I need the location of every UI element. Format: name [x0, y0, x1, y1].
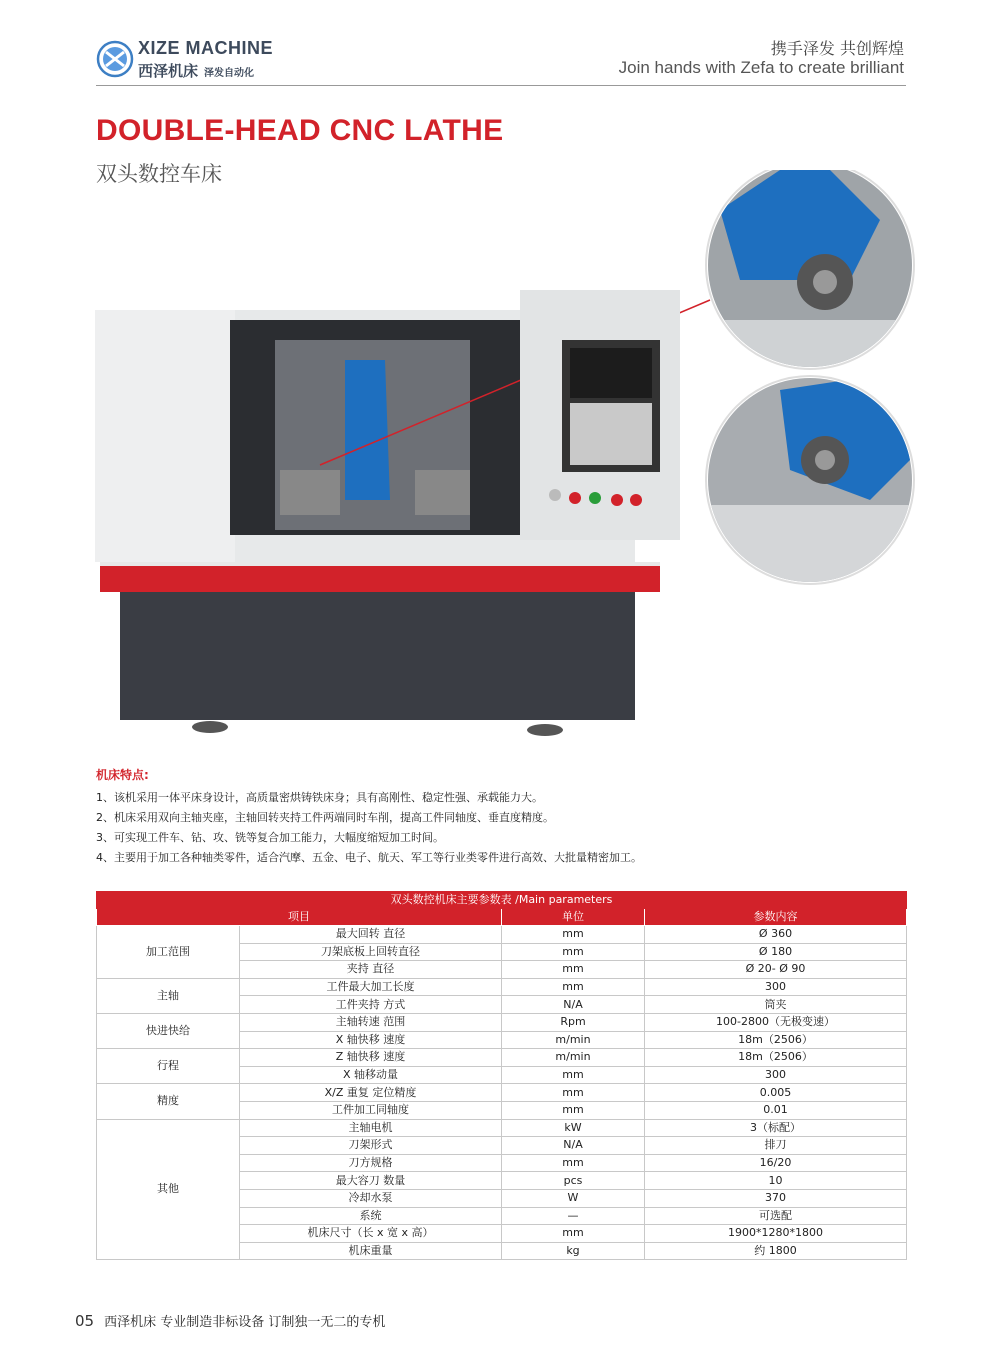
param-unit: mm	[502, 961, 645, 979]
param-unit: pcs	[502, 1172, 645, 1190]
param-value: 可选配	[645, 1207, 907, 1225]
page-footer	[75, 1311, 385, 1330]
feature-item: 2、机床采用双向主轴夹座，主轴回转夹持工件两端同时车削，提高工件同轴度、垂直度精度。	[96, 811, 554, 824]
param-unit: mm	[502, 943, 645, 961]
table-row	[97, 1084, 907, 1102]
header-item: 项目	[97, 909, 502, 926]
footer-text: 西泽机床 专业制造非标设备 订制独一无二的专机	[104, 1315, 386, 1330]
brand-tagline: 泽发自动化	[204, 68, 255, 79]
param-item: 最大容刀 数量	[240, 1172, 502, 1190]
param-item: Z 轴快移 速度	[240, 1049, 502, 1067]
brand-name-cn-text: 西泽机床	[138, 62, 199, 80]
header-value: 参数内容	[645, 909, 907, 926]
param-unit: mm	[502, 926, 645, 944]
feature-item: 4、主要用于加工各种轴类零件，适合汽摩、五金、电子、航天、军工等行业类零件进行高效、大批量精密加工。	[96, 851, 642, 864]
param-item: X 轴快移 速度	[240, 1031, 502, 1049]
param-unit: N/A	[502, 1137, 645, 1155]
param-item: 机床重量	[240, 1242, 502, 1260]
slogan-en: Join hands with Zefa to create brilliant	[618, 58, 904, 77]
detail-photo-bottom	[700, 370, 920, 595]
param-value: 300	[645, 978, 907, 996]
param-value: 370	[645, 1189, 907, 1207]
param-value: 排刀	[645, 1137, 907, 1155]
param-value: 0.005	[645, 1084, 907, 1102]
param-unit: —	[502, 1207, 645, 1225]
group-label: 加工范围	[97, 926, 240, 979]
params-caption: 双头数控机床主要参数表 /Main parameters	[97, 892, 907, 909]
param-unit: mm	[502, 978, 645, 996]
group-label: 快进快给	[97, 1013, 240, 1048]
feature-item: 1、该机采用一体平床身设计，高质量密烘铸铁床身；具有高刚性、稳定性强、承载能力大。	[96, 791, 543, 804]
param-item: 工件最大加工长度	[240, 978, 502, 996]
features-heading: 机床特点:	[96, 768, 149, 782]
param-unit: m/min	[502, 1049, 645, 1067]
param-unit: mm	[502, 1154, 645, 1172]
param-unit: mm	[502, 1084, 645, 1102]
param-item: 刀架形式	[240, 1137, 502, 1155]
param-unit: mm	[502, 1066, 645, 1084]
group-label: 主轴	[97, 978, 240, 1013]
param-value: Ø 180	[645, 943, 907, 961]
param-item: 最大回转 直径	[240, 926, 502, 944]
param-unit: m/min	[502, 1031, 645, 1049]
param-item: 主轴电机	[240, 1119, 502, 1137]
param-item: X/Z 重复 定位精度	[240, 1084, 502, 1102]
param-unit: mm	[502, 1225, 645, 1243]
param-item: 刀方规格	[240, 1154, 502, 1172]
detail-photo-top	[700, 170, 920, 370]
param-item: 冷却水泵	[240, 1189, 502, 1207]
param-value: 3（标配）	[645, 1119, 907, 1137]
param-item: 刀架底板上回转直径	[240, 943, 502, 961]
param-value: 100-2800（无极变速）	[645, 1013, 907, 1031]
machine-blue-guard	[345, 360, 390, 500]
page-number: 05	[75, 1312, 95, 1330]
brand-name-cn	[138, 60, 254, 81]
table-row	[97, 1013, 907, 1031]
param-unit: Rpm	[502, 1013, 645, 1031]
param-value: 0.01	[645, 1101, 907, 1119]
params-table	[96, 891, 907, 1260]
param-value: 16/20	[645, 1154, 907, 1172]
machine-base	[120, 590, 635, 720]
machine-red-band	[100, 562, 660, 592]
param-value: Ø 20- Ø 90	[645, 961, 907, 979]
product-title-en: DOUBLE-HEAD CNC LATHE	[96, 114, 504, 147]
group-label: 精度	[97, 1084, 240, 1119]
param-value: 约 1800	[645, 1242, 907, 1260]
brand-name-en: XIZE MACHINE	[138, 38, 274, 58]
param-value: 18m（2506）	[645, 1031, 907, 1049]
param-item: 主轴转速 范围	[240, 1013, 502, 1031]
brand-logo-icon	[96, 40, 134, 78]
param-unit: kW	[502, 1119, 645, 1137]
group-label: 其他	[97, 1119, 240, 1260]
param-item: X 轴移动量	[240, 1066, 502, 1084]
params-header-row	[97, 909, 907, 926]
table-row	[97, 978, 907, 996]
param-value: 筒夹	[645, 996, 907, 1014]
group-label: 行程	[97, 1049, 240, 1084]
param-item: 夹持 直径	[240, 961, 502, 979]
machine-photo	[90, 170, 920, 750]
param-item: 机床尺寸（长 x 宽 x 高）	[240, 1225, 502, 1243]
feature-item: 3、可实现工件车、钻、攻、铣等复合加工能力，大幅度缩短加工时间。	[96, 831, 444, 844]
slogan-cn: 携手泽发 共创辉煌	[770, 39, 904, 58]
param-value: 1900*1280*1800	[645, 1225, 907, 1243]
params-caption-row	[97, 892, 907, 909]
header-divider	[96, 85, 906, 86]
param-item: 工件夹持 方式	[240, 996, 502, 1014]
param-unit: N/A	[502, 996, 645, 1014]
table-row	[97, 1119, 907, 1137]
param-item: 系统	[240, 1207, 502, 1225]
param-value: Ø 360	[645, 926, 907, 944]
param-unit: mm	[502, 1101, 645, 1119]
param-value: 300	[645, 1066, 907, 1084]
param-value: 18m（2506）	[645, 1049, 907, 1067]
table-row	[97, 926, 907, 944]
param-unit: kg	[502, 1242, 645, 1260]
table-row	[97, 1049, 907, 1067]
param-unit: W	[502, 1189, 645, 1207]
header-unit: 单位	[502, 909, 645, 926]
param-item: 工件加工同轴度	[240, 1101, 502, 1119]
param-value: 10	[645, 1172, 907, 1190]
product-title-cn: 双头数控车床	[96, 162, 222, 186]
